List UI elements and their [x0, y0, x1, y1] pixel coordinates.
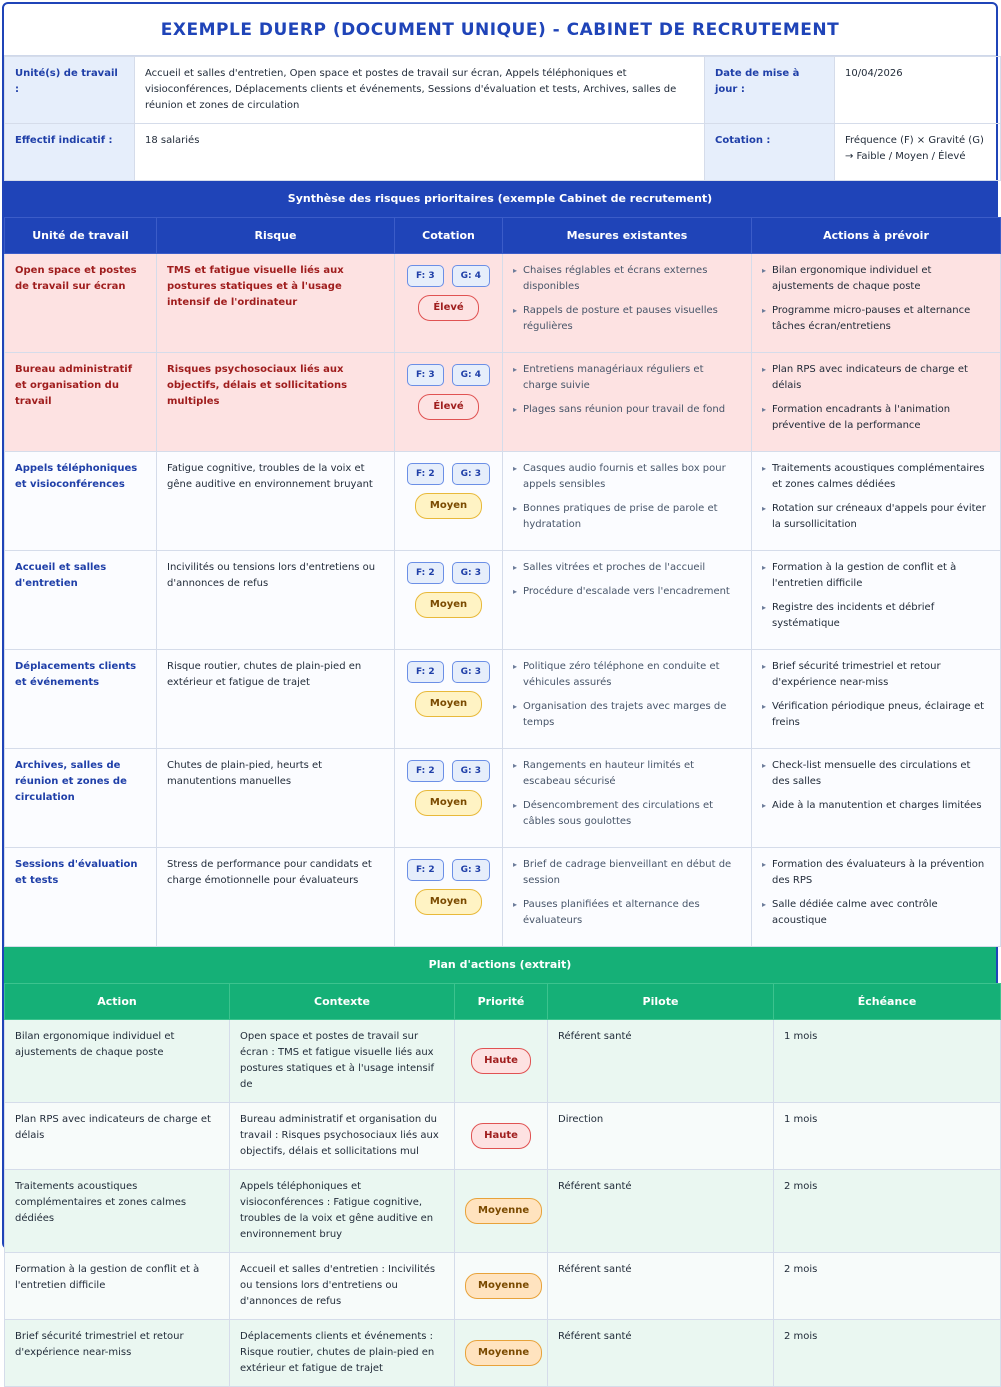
- action-item: ▸ Brief sécurité trimestriel et retour d'expérience near-miss: [762, 659, 990, 691]
- date-value: 10/04/2026: [835, 57, 1001, 124]
- measure-item: ▸ Bonnes pratiques de prise de parole et hydratation: [513, 501, 741, 533]
- actions-list: [762, 659, 990, 731]
- risk-cotation: [395, 254, 503, 353]
- plan-heading: Plan d'actions (extrait): [4, 947, 996, 983]
- risk-level-badge: Moyen: [415, 790, 482, 816]
- measures-list: [513, 362, 741, 418]
- frequency-badge: F: 2: [407, 859, 444, 881]
- plan-action: Plan RPS avec indicateurs de charge et délais: [5, 1103, 230, 1170]
- risk-cotation: [395, 452, 503, 551]
- measures-list: [513, 461, 741, 533]
- existing-measures: [503, 650, 752, 749]
- risk-unit: Sessions d'évaluation et tests: [5, 848, 157, 947]
- cotation-value: Fréquence (F) × Gravité (G) → Faible / Moyen / Élevé: [835, 124, 1001, 181]
- measure-item: ▸ Brief de cadrage bienveillant en début de session: [513, 857, 741, 889]
- risk-row: [5, 848, 1001, 947]
- plan-context: Appels téléphoniques et visioconférences : Fatigue cognitive, troubles de la voix et gêne auditive en environnement bruy: [230, 1170, 455, 1253]
- col-actions: Actions à prévoir: [752, 218, 1001, 254]
- risk-level-badge: Élevé: [418, 394, 478, 420]
- frequency-badge: F: 2: [407, 661, 444, 683]
- risk-row: [5, 749, 1001, 848]
- measures-list: [513, 857, 741, 929]
- plan-pilot: Référent santé: [548, 1253, 774, 1320]
- plan-deadline: 2 mois: [774, 1170, 1001, 1253]
- plan-deadline: 1 mois: [774, 1103, 1001, 1170]
- priority-badge: Moyenne: [465, 1273, 542, 1299]
- measure-item: ▸ Salles vitrées et proches de l'accueil: [513, 560, 741, 576]
- gravity-badge: G: 3: [452, 859, 490, 881]
- risk-cotation: [395, 848, 503, 947]
- risk-cotation: [395, 551, 503, 650]
- unites-label: Unité(s) de travail :: [5, 57, 135, 124]
- frequency-badge: F: 2: [407, 562, 444, 584]
- action-item: ▸ Rotation sur créneaux d'appels pour éviter la sursollicitation: [762, 501, 990, 533]
- measure-item: ▸ Rangements en hauteur limités et escabeau sécurisé: [513, 758, 741, 790]
- risk-unit: Archives, salles de réunion et zones de circulation: [5, 749, 157, 848]
- col-contexte: Contexte: [230, 984, 455, 1020]
- planned-actions: [752, 254, 1001, 353]
- risk-level-badge: Moyen: [415, 691, 482, 717]
- col-risque: Risque: [157, 218, 395, 254]
- measure-item: ▸ Chaises réglables et écrans externes disponibles: [513, 263, 741, 295]
- priority-badge: Haute: [471, 1048, 531, 1074]
- actions-list: [762, 263, 990, 335]
- cotation-label: Cotation :: [705, 124, 835, 181]
- plan-priority: [455, 1253, 548, 1320]
- action-item: ▸ Traitements acoustiques complémentaires et zones calmes dédiées: [762, 461, 990, 493]
- cotation-scores: [405, 661, 492, 683]
- effectif-value: 18 salariés: [135, 124, 705, 181]
- risk-level-badge: Moyen: [415, 493, 482, 519]
- col-pilote: Pilote: [548, 984, 774, 1020]
- measures-list: [513, 263, 741, 335]
- planned-actions: [752, 749, 1001, 848]
- plan-row: [5, 1103, 1001, 1170]
- measure-item: ▸ Entretiens managériaux réguliers et charge suivie: [513, 362, 741, 394]
- info-row: [5, 57, 1001, 124]
- measure-item: ▸ Pauses planifiées et alternance des évaluateurs: [513, 897, 741, 929]
- risk-level-badge: Moyen: [415, 889, 482, 915]
- plan-pilot: Référent santé: [548, 1020, 774, 1103]
- actions-list: [762, 362, 990, 434]
- existing-measures: [503, 749, 752, 848]
- existing-measures: [503, 452, 752, 551]
- plan-header-row: [5, 984, 1001, 1020]
- risk-row: [5, 650, 1001, 749]
- cotation-scores: [405, 463, 492, 485]
- measure-item: ▸ Désencombrement des circulations et câbles sous goulottes: [513, 798, 741, 830]
- plan-pilot: Direction: [548, 1103, 774, 1170]
- plan-context: Déplacements clients et événements : Risque routier, chutes de plain-pied en extérieur et fatigue de trajet: [230, 1320, 455, 1387]
- risk-unit: Déplacements clients et événements: [5, 650, 157, 749]
- action-item: ▸ Bilan ergonomique individuel et ajustements de chaque poste: [762, 263, 990, 295]
- info-row: [5, 124, 1001, 181]
- actions-list: [762, 560, 990, 632]
- plan-deadline: 1 mois: [774, 1020, 1001, 1103]
- risk-description: TMS et fatigue visuelle liés aux postures statiques et à l'usage intensif de l'ordinateur: [157, 254, 395, 353]
- measures-list: [513, 560, 741, 600]
- action-item: ▸ Plan RPS avec indicateurs de charge et délais: [762, 362, 990, 394]
- measure-item: ▸ Organisation des trajets avec marges de temps: [513, 699, 741, 731]
- risk-description: Risques psychosociaux liés aux objectifs, délais et sollicitations multiples: [157, 353, 395, 452]
- planned-actions: [752, 353, 1001, 452]
- planned-actions: [752, 452, 1001, 551]
- frequency-badge: F: 3: [407, 265, 444, 287]
- risk-unit: Accueil et salles d'entretien: [5, 551, 157, 650]
- plan-deadline: 2 mois: [774, 1253, 1001, 1320]
- action-item: ▸ Registre des incidents et débrief systématique: [762, 600, 990, 632]
- existing-measures: [503, 848, 752, 947]
- cotation-scores: [405, 760, 492, 782]
- priority-badge: Moyenne: [465, 1340, 542, 1366]
- gravity-badge: G: 4: [452, 364, 490, 386]
- date-label: Date de mise à jour :: [705, 57, 835, 124]
- gravity-badge: G: 3: [452, 463, 490, 485]
- unites-value: Accueil et salles d'entretien, Open space et postes de travail sur écran, Appels téléphoniques et visioconférences, Déplacements clients et événements, Sessions d'évaluation et tests, Archives, salles de réunion et zones de circulation: [135, 57, 705, 124]
- gravity-badge: G: 3: [452, 661, 490, 683]
- frequency-badge: F: 2: [407, 463, 444, 485]
- risk-level-badge: Moyen: [415, 592, 482, 618]
- action-item: ▸ Formation à la gestion de conflit et à l'entretien difficile: [762, 560, 990, 592]
- plan-action: Traitements acoustiques complémentaires et zones calmes dédiées: [5, 1170, 230, 1253]
- plan-priority: [455, 1103, 548, 1170]
- frequency-badge: F: 3: [407, 364, 444, 386]
- risk-description: Fatigue cognitive, troubles de la voix et gêne auditive en environnement bruyant: [157, 452, 395, 551]
- measures-list: [513, 659, 741, 731]
- plan-row: [5, 1320, 1001, 1387]
- risk-row: [5, 353, 1001, 452]
- action-item: ▸ Vérification périodique pneus, éclairage et freins: [762, 699, 990, 731]
- plan-action: Bilan ergonomique individuel et ajustements de chaque poste: [5, 1020, 230, 1103]
- plan-action: Formation à la gestion de conflit et à l'entretien difficile: [5, 1253, 230, 1320]
- plan-row: [5, 1253, 1001, 1320]
- measure-item: ▸ Plages sans réunion pour travail de fond: [513, 402, 741, 418]
- priority-badge: Haute: [471, 1123, 531, 1149]
- gravity-badge: G: 4: [452, 265, 490, 287]
- page-title: EXEMPLE DUERP (DOCUMENT UNIQUE) - CABINET DE RECRUTEMENT: [4, 4, 996, 56]
- action-item: ▸ Salle dédiée calme avec contrôle acoustique: [762, 897, 990, 929]
- action-item: ▸ Formation encadrants à l'animation préventive de la performance: [762, 402, 990, 434]
- cotation-scores: [405, 562, 492, 584]
- frequency-badge: F: 2: [407, 760, 444, 782]
- risk-description: Incivilités ou tensions lors d'entretiens ou d'annonces de refus: [157, 551, 395, 650]
- measure-item: ▸ Procédure d'escalade vers l'encadrement: [513, 584, 741, 600]
- plan-priority: [455, 1020, 548, 1103]
- effectif-label: Effectif indicatif :: [5, 124, 135, 181]
- risk-unit: Open space et postes de travail sur écran: [5, 254, 157, 353]
- col-unite: Unité de travail: [5, 218, 157, 254]
- gravity-badge: G: 3: [452, 562, 490, 584]
- risk-level-badge: Élevé: [418, 295, 478, 321]
- risk-unit: Appels téléphoniques et visioconférences: [5, 452, 157, 551]
- plan-row: [5, 1170, 1001, 1253]
- actions-list: [762, 857, 990, 929]
- measure-item: ▸ Casques audio fournis et salles box pour appels sensibles: [513, 461, 741, 493]
- col-priorite: Priorité: [455, 984, 548, 1020]
- plan-deadline: 2 mois: [774, 1320, 1001, 1387]
- duerp-document: [2, 2, 998, 1374]
- cotation-scores: [405, 859, 492, 881]
- existing-measures: [503, 551, 752, 650]
- risk-row: [5, 254, 1001, 353]
- plan-pilot: Référent santé: [548, 1320, 774, 1387]
- action-item: ▸ Aide à la manutention et charges limitées: [762, 798, 990, 814]
- risk-description: Chutes de plain-pied, heurts et manutentions manuelles: [157, 749, 395, 848]
- risks-header-row: [5, 218, 1001, 254]
- plan-priority: [455, 1170, 548, 1253]
- col-cotation: Cotation: [395, 218, 503, 254]
- measure-item: ▸ Rappels de posture et pauses visuelles régulières: [513, 303, 741, 335]
- actions-list: [762, 461, 990, 533]
- actions-list: [762, 758, 990, 814]
- action-item: ▸ Check-list mensuelle des circulations et des salles: [762, 758, 990, 790]
- risk-description: Risque routier, chutes de plain-pied en extérieur et fatigue de trajet: [157, 650, 395, 749]
- col-echeance: Échéance: [774, 984, 1001, 1020]
- risk-row: [5, 452, 1001, 551]
- gravity-badge: G: 3: [452, 760, 490, 782]
- col-mesures: Mesures existantes: [503, 218, 752, 254]
- risk-cotation: [395, 353, 503, 452]
- risk-cotation: [395, 749, 503, 848]
- risks-heading: Synthèse des risques prioritaires (exemple Cabinet de recrutement): [4, 181, 996, 217]
- risk-description: Stress de performance pour candidats et charge émotionnelle pour évaluateurs: [157, 848, 395, 947]
- planned-actions: [752, 848, 1001, 947]
- measure-item: ▸ Politique zéro téléphone en conduite et véhicules assurés: [513, 659, 741, 691]
- risks-table: [4, 217, 1001, 947]
- plan-context: Open space et postes de travail sur écran : TMS et fatigue visuelle liés aux postures statiques et à l'usage intensif de: [230, 1020, 455, 1103]
- plan-context: Bureau administratif et organisation du travail : Risques psychosociaux liés aux objectifs, délais et sollicitations mul: [230, 1103, 455, 1170]
- info-table: [4, 56, 1001, 181]
- plan-pilot: Référent santé: [548, 1170, 774, 1253]
- plan-action: Brief sécurité trimestriel et retour d'expérience near-miss: [5, 1320, 230, 1387]
- risk-row: [5, 551, 1001, 650]
- cotation-scores: [405, 364, 492, 386]
- existing-measures: [503, 254, 752, 353]
- existing-measures: [503, 353, 752, 452]
- risk-cotation: [395, 650, 503, 749]
- risk-unit: Bureau administratif et organisation du travail: [5, 353, 157, 452]
- planned-actions: [752, 650, 1001, 749]
- measures-list: [513, 758, 741, 830]
- plan-context: Accueil et salles d'entretien : Incivilités ou tensions lors d'entretiens ou d'annonces de refus: [230, 1253, 455, 1320]
- planned-actions: [752, 551, 1001, 650]
- action-item: ▸ Programme micro-pauses et alternance tâches écran/entretiens: [762, 303, 990, 335]
- plan-table: [4, 983, 1001, 1387]
- plan-priority: [455, 1320, 548, 1387]
- priority-badge: Moyenne: [465, 1198, 542, 1224]
- action-item: ▸ Formation des évaluateurs à la prévention des RPS: [762, 857, 990, 889]
- cotation-scores: [405, 265, 492, 287]
- plan-row: [5, 1020, 1001, 1103]
- col-action: Action: [5, 984, 230, 1020]
